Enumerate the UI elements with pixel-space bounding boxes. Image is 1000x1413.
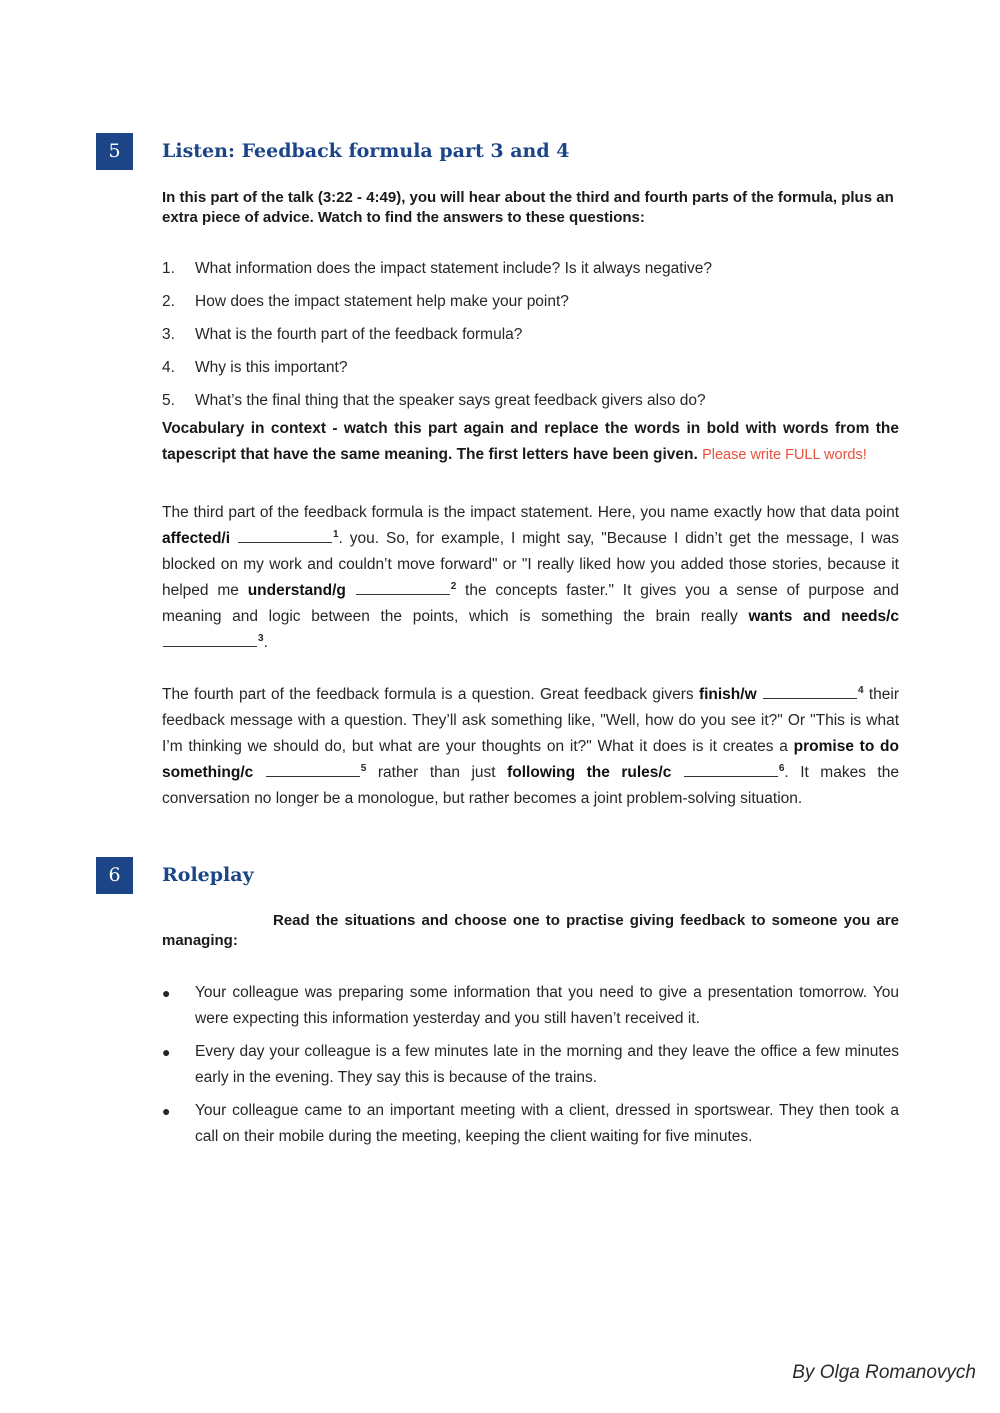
question-number: 3. [162,326,175,343]
question-text: What information does the impact statement include? Is it always negative? [195,260,712,277]
gap-number: 2 [450,580,457,592]
question-item [162,291,899,324]
section-5-title: Listen: Feedback formula part 3 and 4 [162,140,570,162]
question-number: 2. [162,293,175,310]
question-text: How does the impact statement help make your point? [195,293,569,310]
question-text: Why is this important? [195,359,348,376]
situation-text: Your colleague was preparing some information that you need to give a presentation tomorrow. You were expecting this information yesterday and you still haven’t received it. [195,984,899,1027]
question-list [162,258,899,423]
paragraph-text: their feedback message with a question. They’ll ask something like, "Well, how do you see it?" Or "This is what I’m thinking we should do, but what are your thoughts on it?" What it does is it creates a [162,686,899,755]
paragraph-text: the concepts faster." It gives you a sense of purpose and meaning and logic between the points, which is something the brain really [162,582,899,625]
gap-fill-paragraph-1 [162,500,899,656]
gap-blank[interactable] [684,762,778,777]
gap-blank[interactable] [763,684,857,699]
bold-word: finish/w [698,686,757,703]
question-text: What’s the final thing that the speaker says great feedback givers also do? [195,392,706,409]
section-5-number: 5 [96,133,133,170]
paragraph-text: The fourth part of the feedback formula is a question. Great feedback givers [162,686,699,703]
bold-word: following the rules/c [507,764,672,781]
question-item [162,258,899,291]
question-number: 1. [162,260,175,277]
gap-number: 4 [857,684,864,696]
gap-number: 5 [360,762,367,774]
bold-word: promise to do something/c [162,738,899,781]
gap-number: 3 [258,632,264,644]
situation-item [162,1098,899,1150]
situation-text: Every day your colleague is a few minutes late in the morning and they leave the office a few minutes early in the evening. They say this is because of the trains. [195,1043,899,1086]
bold-word: understand/g [247,582,346,599]
vocabulary-note: Please write FULL words! [702,447,867,463]
situation-list [162,980,899,1157]
gap-blank[interactable] [238,528,332,543]
question-text: What is the fourth part of the feedback formula? [195,326,523,343]
gap-fill-paragraph-2 [162,682,899,812]
gap-blank[interactable] [266,762,360,777]
gap-number: 6 [778,762,785,774]
gap-blank[interactable] [163,632,257,647]
situation-text: Your colleague came to an important meeting with a client, dressed in sportswear. They then took a call on their mobile during the meeting, keeping the client waiting for five minutes. [195,1102,899,1145]
bullet-icon: ● [162,1044,171,1060]
gap-blank[interactable] [356,580,450,595]
question-number: 5. [162,392,175,409]
bullet-icon: ● [162,985,171,1001]
vocabulary-instruction-text: Vocabulary in context - watch this part again and replace the words in bold with words from the tapescript that have the same meaning. The first letters have been given. [162,420,899,463]
paragraph-text: rather than just [366,764,508,781]
question-item [162,357,899,390]
section-6-title: Roleplay [162,864,254,886]
situation-item [162,1039,899,1091]
section-6-instruction: Read the situations and choose one to practise giving feedback to someone you are managing: [162,912,899,949]
section-5-instruction: In this part of the talk (3:22 - 4:49), you will hear about the third and fourth parts of the formula, plus an extra piece of advice. Watch to find the answers to these questions: [162,189,894,226]
bold-word: wants and needs/c [748,608,900,625]
gap-number: 1 [332,528,339,540]
question-number: 4. [162,359,175,376]
vocabulary-instruction [162,416,899,468]
paragraph-text: . you. So, for example, I might say, "Because I didn’t get the message, I was blocked on my work and couldn’t move forward" or "I really liked how you added those stories, because it helped me [162,530,899,599]
section-6-number: 6 [96,857,133,894]
bold-word: affected/i [162,530,231,547]
paragraph-text: The third part of the feedback formula is the impact statement. Here, you name exactly how that data point [162,504,899,521]
question-item [162,324,899,357]
paragraph-text: . [263,634,268,651]
bullet-icon: ● [162,1103,171,1119]
situation-item [162,980,899,1032]
author-credit: By Olga Romanovych [792,1362,976,1383]
paragraph-text: . It makes the conversation no longer be a monologue, but rather becomes a joint problem-solving situation. [162,764,899,807]
